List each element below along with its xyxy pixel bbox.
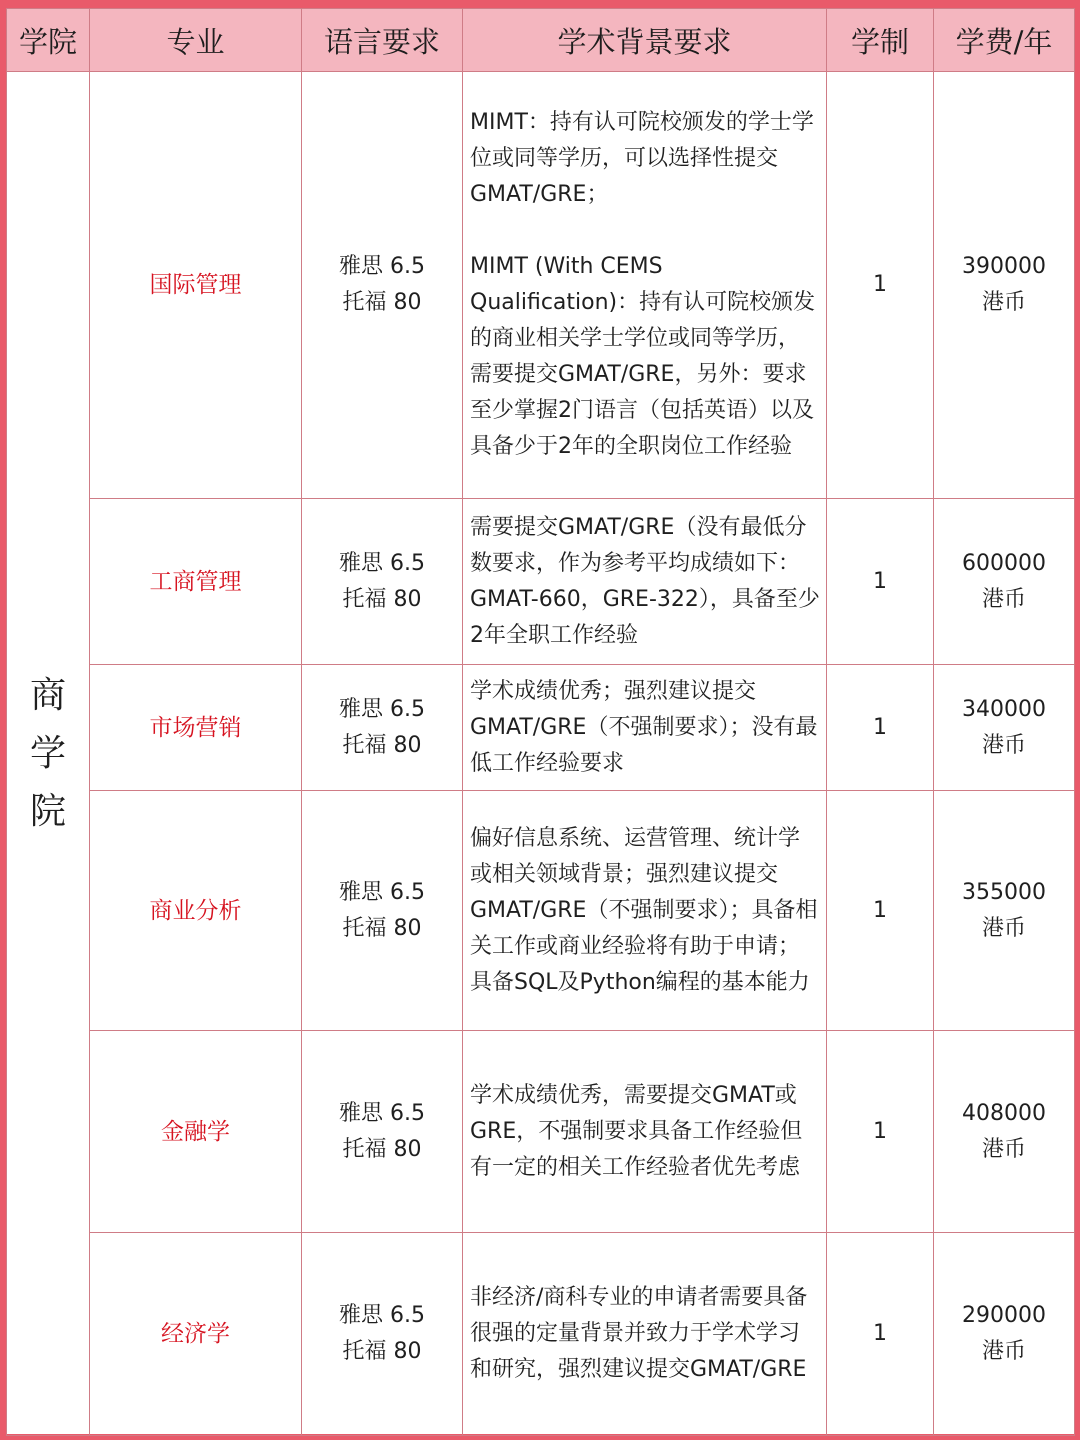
table-row xyxy=(7,1031,1075,1233)
fee-currency: 港币 xyxy=(981,1339,1026,1364)
toefl-score: 托福 80 xyxy=(342,290,422,315)
language-cell xyxy=(302,72,463,499)
header-language: 语言要求 xyxy=(302,9,463,72)
header-background: 学术背景要求 xyxy=(463,9,827,72)
background-text: 偏好信息系统、运营管理、统计学或相关领域背景；强烈建议提交GMAT/GRE（不强制要求）；具备相关工作或商业经验将有助于申请；具备SQL及Python编程的基本能力 xyxy=(470,825,818,995)
toefl-score: 托福 80 xyxy=(342,586,422,612)
ielts-score: 雅思 6.5 xyxy=(339,696,425,722)
header-major: 专业 xyxy=(90,9,302,72)
fee-amount: 600000 xyxy=(962,550,1046,576)
language-cell xyxy=(302,1233,463,1436)
table-row xyxy=(7,1233,1075,1436)
major-cell: 市场营销 xyxy=(90,665,302,791)
fee-cell xyxy=(934,499,1075,665)
language-cell xyxy=(302,665,463,791)
ielts-score: 雅思 6.5 xyxy=(339,1303,425,1328)
table-row xyxy=(7,499,1075,665)
fee-amount: 408000 xyxy=(962,1100,1046,1126)
background-cell xyxy=(463,665,827,791)
fee-amount: 355000 xyxy=(962,879,1046,905)
header-school: 学院 xyxy=(7,9,90,72)
school-cell xyxy=(7,72,90,1436)
table-row xyxy=(7,72,1075,499)
major-cell: 商业分析 xyxy=(90,791,302,1031)
fee-currency: 港币 xyxy=(981,915,1026,941)
ielts-score: 雅思 6.5 xyxy=(339,550,425,576)
header-duration: 学制 xyxy=(827,9,934,72)
background-text: MIMT：持有认可院校颁发的学士学位或同等学历，可以选择性提交GMAT/GRE； MIMT (With CEMS Qualification)：持有认可院校颁发的商业相关学士学位或同等学历，需要提交GMAT/GRE，另外：要求至少掌握2门语言（包括英语）以及具备少于2年的全职岗位工作经验 xyxy=(470,110,816,459)
fee-cell xyxy=(934,72,1075,499)
background-cell xyxy=(463,1031,827,1233)
table-frame xyxy=(6,8,1074,1434)
ielts-score: 雅思 6.5 xyxy=(339,1100,425,1126)
duration-cell: 1 xyxy=(827,791,934,1031)
school-name: 商学院 xyxy=(29,674,66,832)
fee-amount: 340000 xyxy=(962,696,1046,722)
fee-amount: 390000 xyxy=(962,254,1046,279)
fee-cell xyxy=(934,1233,1075,1436)
ielts-score: 雅思 6.5 xyxy=(339,879,425,905)
header-fee: 学费/年 xyxy=(934,9,1075,72)
background-cell xyxy=(463,1233,827,1436)
program-table xyxy=(6,8,1075,1436)
background-text: 需要提交GMAT/GRE（没有最低分数要求，作为参考平均成绩如下：GMAT-660，GRE-322），具备至少2年全职工作经验 xyxy=(470,514,820,648)
background-text: 学术成绩优秀，需要提交GMAT或GRE，不强制要求具备工作经验但有一定的相关工作经验者优先考虑 xyxy=(470,1082,803,1180)
toefl-score: 托福 80 xyxy=(342,1339,422,1364)
background-cell xyxy=(463,72,827,499)
duration-cell: 1 xyxy=(827,1031,934,1233)
fee-currency: 港币 xyxy=(981,732,1026,758)
fee-cell xyxy=(934,791,1075,1031)
background-text: 非经济/商科专业的申请者需要具备很强的定量背景并致力于学术学习和研究，强烈建议提交GMAT/GRE xyxy=(470,1285,808,1382)
fee-cell xyxy=(934,1031,1075,1233)
background-text: 学术成绩优秀；强烈建议提交GMAT/GRE（不强制要求）；没有最低工作经验要求 xyxy=(470,678,818,776)
duration-cell: 1 xyxy=(827,665,934,791)
major-cell: 工商管理 xyxy=(90,499,302,665)
table-row xyxy=(7,665,1075,791)
fee-currency: 港币 xyxy=(981,1136,1026,1162)
table-row xyxy=(7,791,1075,1031)
header-row xyxy=(7,9,1075,72)
duration-cell: 1 xyxy=(827,499,934,665)
major-cell: 金融学 xyxy=(90,1031,302,1233)
major-cell: 经济学 xyxy=(90,1233,302,1436)
language-cell xyxy=(302,791,463,1031)
language-cell xyxy=(302,1031,463,1233)
fee-currency: 港币 xyxy=(981,586,1026,612)
ielts-score: 雅思 6.5 xyxy=(339,254,425,279)
toefl-score: 托福 80 xyxy=(342,915,422,941)
language-cell xyxy=(302,499,463,665)
duration-cell: 1 xyxy=(827,72,934,499)
background-cell xyxy=(463,499,827,665)
toefl-score: 托福 80 xyxy=(342,732,422,758)
fee-cell xyxy=(934,665,1075,791)
fee-amount: 290000 xyxy=(962,1303,1046,1328)
fee-currency: 港币 xyxy=(981,290,1026,315)
background-cell xyxy=(463,791,827,1031)
duration-cell: 1 xyxy=(827,1233,934,1436)
major-cell: 国际管理 xyxy=(90,72,302,499)
toefl-score: 托福 80 xyxy=(342,1136,422,1162)
